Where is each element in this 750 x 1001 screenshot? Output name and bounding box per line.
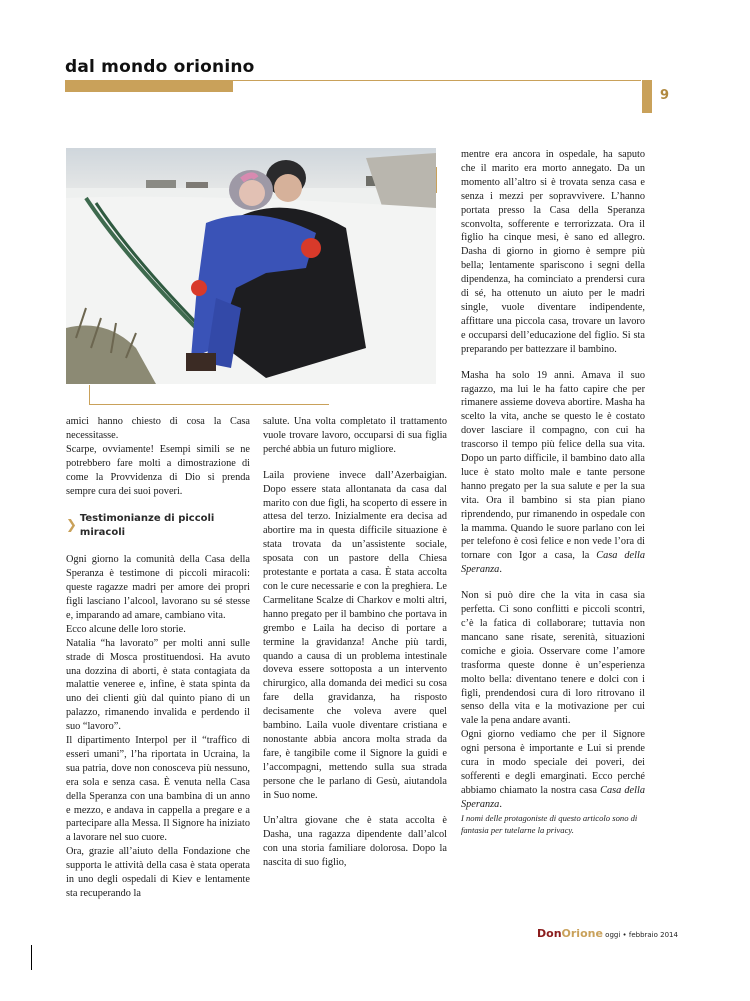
emphasis: Casa della Speranza: [461, 550, 645, 576]
paragraph: salute. Una volta completato il trattamento vuole trovare lavoro, occuparsi di sua figlia perché abbia un futuro migliore.: [263, 416, 447, 455]
article-column-1: [66, 415, 250, 901]
paragraph: Un’altra giovane che è stata accolta è Dasha, una ragazza dipendente dall’alcol con una storia familiare dolorosa. Dopo la nascita di suo figlio,: [263, 815, 447, 869]
photo-frame-line: [89, 404, 329, 405]
subheading: [66, 512, 250, 540]
brand-name-part2: Orione: [561, 927, 603, 940]
header-gold-bar: [65, 81, 233, 92]
paragraph: amici hanno chiesto di cosa la Casa necessitasse.: [66, 416, 250, 441]
paragraph: Ora, grazie all’aiuto della Fondazione che supporta le attività della casa è stata operata in uno degli ospedali di Kiev e lentamente sta recuperando la: [66, 846, 250, 899]
paragraph: Masha ha solo 19 anni. Amava il suo ragazzo, ma lui le ha fatto capire che per rimanere assieme doveva abortire. Masha ha scelto la vita, anche se questo le è costato dover lasciare il compagno, con cui ha trascorso il tempo più felice della sua vita. Dopo un parto difficile, il bambino dato alla luce è stato molto male e tante persone hanno pregato per la sua salute e per la sua vita. Ora il bambino si sta pian piano riprendendo, pur rimanendo in ospedale con la mamma. Quando le suore parlano con lei per telefono è così felice e non vede l’ora di tornare con Igor a casa, la Casa della Speranza.: [461, 369, 645, 576]
paragraph: Non si può dire che la vita in casa sia perfetta. Ci sono conflitti e piccoli scontri, c’è la fatica di collaborare; tuttavia non mancano sane risate, serenità, situazioni comiche e gioia. Osservare come l’amore trasforma queste donne è un’esperienza molto bella: diventano tenere e dolci con i figli, prendendosi cura di loro ritrovano il senso della vita e la motivazione per cui vale la pena andare avanti.: [461, 590, 645, 727]
article-column-3: [461, 148, 645, 837]
paragraph: Natalia “ha lavorato” per molti anni sulle strade di Mosca prostituendosi. Ha avuto una dozzina di aborti, è stata contagiata da malattie veneree e, infine, è stata spinta da uno dei clienti giù dal quinto piano di un palazzo, rimanendo invalida e perdendo il suo “lavoro”.: [66, 637, 250, 733]
privacy-note: I nomi delle protagoniste di questo articolo sono di fantasia per tutelarne la privacy.: [461, 812, 638, 836]
paragraph: Scarpe, ovviamente! Esempi simili se ne potrebbero fare molti a dimostrazione di come la Provvidenza di Dio si prenda sempre cura dei suoi poveri.: [66, 443, 250, 497]
photo-frame-line: [89, 385, 90, 405]
chevron-right-icon: ❯: [66, 518, 77, 534]
article-photo: [66, 148, 436, 384]
paragraph: Ogni giorno la comunità della Casa della Speranza è testimone di piccoli miracoli: queste ragazze madri per amore dei propri figli lasciano l’alcool, lavorano su sé stesse e, imparando ad amare, cambiano vita.: [66, 554, 250, 621]
photo-image-icon: [66, 148, 436, 384]
paragraph: Laila proviene invece dall’Azerbaigian. Dopo essere stata allontanata da casa dal marito con due figli, ha scoperto di essere in attesa del terzo. Inizialmente era decisa ad abortire ma in questa difficile situazione è stata trovata da un’assistente sociale, sposata con un pastore della Chiesa protestante e portata a casa. È stata accolta con le cure necessarie e con la preghiera. Le Carmelitane Scalze di Charkov e molti altri, hanno pregato per il bambino che portava in grembo e Laila ha deciso di portare a termine la gravidanza! Anche più tardi, quando a causa di un problema intestinale doveva essere sottoposta a un intervento chirurgico, alla domanda dei medici su cosa fare della gravidanza, ha risposto decisamente che voleva avere quel bambino. Laila vuole diventare cristiana e nonostante abbia ancora molta strada da fare, è tangibile come il Signore la guidi e l’accompagni, mettendo sulla sua strada persone che le parlano di Gesù, aiutandola in Suo nome.: [263, 469, 447, 801]
paragraph: Il dipartimento Interpol per il “traffico di esseri umani”, l’ha riportata in Ucraina, la sua patria, dove non conosceva più nessuno, era sola e senza casa. È venuta nella Casa della Speranza con una bambina di un anno e mezzo, e andava in cappella a pregare e a partecipare alla Messa. Il Signore ha iniziato a lavorare nel suo cuore.: [66, 735, 250, 844]
brand-name-part1: Don: [537, 927, 562, 940]
footer-brand: [537, 927, 678, 940]
photo-frame-line: [436, 167, 437, 193]
article-column-2: [263, 415, 447, 870]
emphasis: Casa della Speranza: [461, 784, 645, 810]
section-title: dal mondo orionino: [65, 57, 255, 77]
paragraph: Ogni giorno vediamo che per il Signore ogni persona è importante e Lui si prende cura in modo speciale dei poveri, dei sofferenti e degli emarginati. Ecco perché abbiamo chiamato la nostra casa Casa della Speranza.: [461, 729, 645, 810]
issue-date: • febbraio 2014: [620, 931, 678, 939]
brand-suffix: oggi: [602, 931, 621, 939]
page-number: 9: [660, 88, 670, 103]
paragraph: mentre era ancora in ospedale, ha saputo che il marito era morto annegato. Da un momento all’altro si è trovata senza casa e senza i mezzi per sopravvivere. L’hanno portata presso la Casa della Speranza sconvolta, sofferente e terrorizzata. Ora il figlio ha cinque mesi, è sano ed allegro. Dasha di giorno in giorno è sempre più bella; lentamente spariscono i segni della dipendenza, ha cominciato a prendersi cura di sé, ha ottenuto un aiuto per le madri single, vuole diventare indipendente, affittare una piccola casa, trovare un lavoro e occuparsi dell’educazione del figlio. Si sta preparando per battezzare il bambino.: [461, 149, 645, 355]
page-tab: [642, 80, 652, 113]
subheading-text: Testimonianze di piccoli miracoli: [79, 513, 215, 539]
paragraph: Ecco alcune delle loro storie.: [66, 623, 186, 635]
margin-mark: [31, 945, 32, 970]
